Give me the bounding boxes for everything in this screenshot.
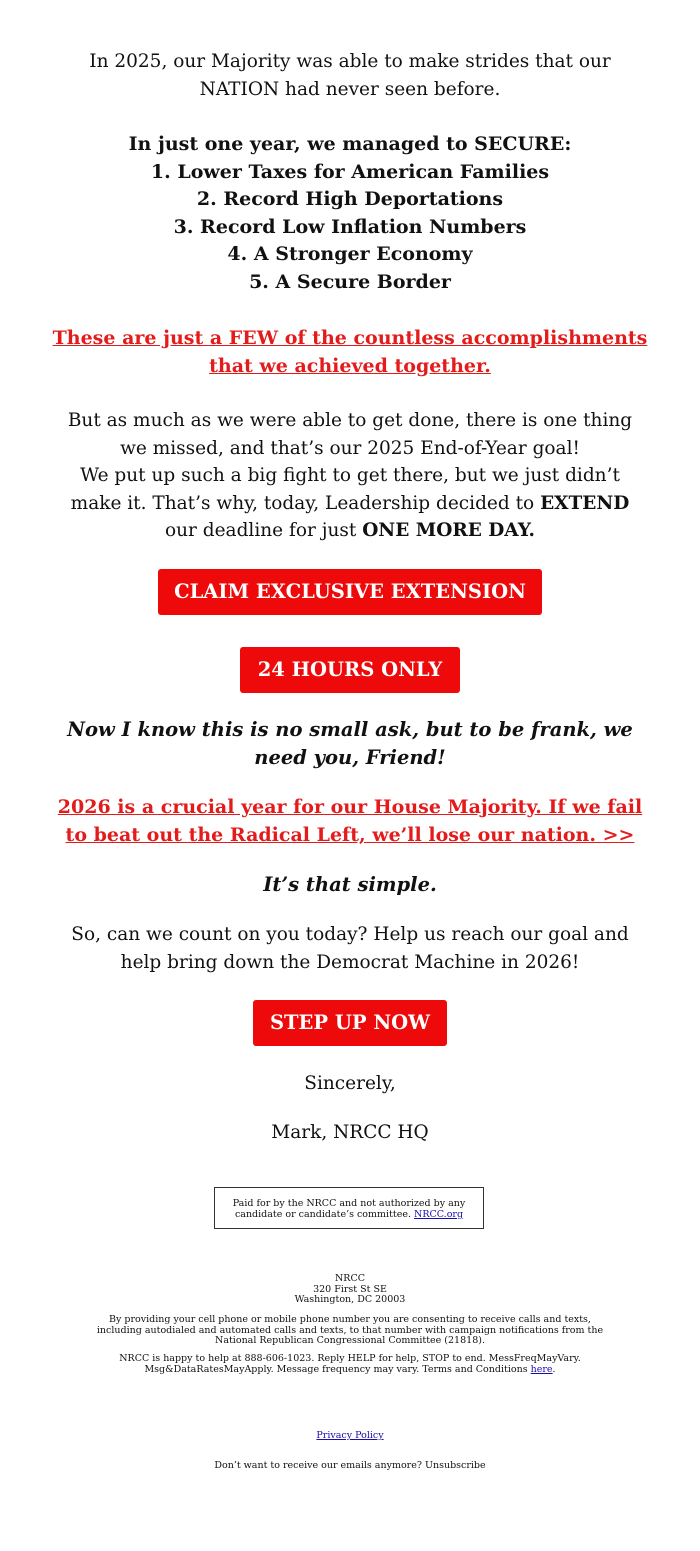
extension-message — [55, 407, 645, 545]
mailing-address — [0, 1274, 700, 1306]
ask-text: Now I know this is no small ask, but to be frank, we need you, Friend! — [67, 718, 633, 769]
unsubscribe-text[interactable]: Don’t want to receive our emails anymore? Unsubscribe — [214, 1460, 486, 1471]
signature: Mark, NRCC HQ — [271, 1122, 429, 1143]
closing-text: Sincerely, — [304, 1073, 396, 1094]
crucial-year-link[interactable]: 2026 is a crucial year for our House Majority. If we fail to beat out the Radical Left, we’ll lose our nation. >> — [57, 796, 643, 846]
help-text: NRCC is happy to help at 888-606-1023. Reply HELP for help, STOP to end. MessFreqMayVary. Msg&DataRatesMayApply. Message frequency may vary. Terms and Conditions — [119, 1353, 581, 1375]
extend-text-part: our deadline for just — [164, 520, 357, 541]
nrcc-link[interactable]: NRCC.org — [414, 1209, 464, 1220]
crucial-link-wrap — [50, 793, 650, 849]
count-on-you-text: So, can we count on you today? Help us reach our goal and help bring down the Democrat Machine in 2026! — [71, 924, 629, 973]
accomplishment-item: 3. Record Low Inflation Numbers — [173, 215, 527, 238]
privacy-policy-link[interactable]: Privacy Policy — [316, 1430, 384, 1441]
org-name: NRCC — [334, 1273, 365, 1284]
accomplishments-link[interactable]: These are just a FEW of the countless accomplishments that we achieved together. — [52, 327, 648, 377]
accomplishments-heading: In just one year, we managed to SECURE: — [128, 133, 572, 155]
city-address: Washington, DC 20003 — [294, 1294, 406, 1305]
accomplishments-block — [0, 131, 700, 296]
extend-text-part: We put up such a big fight to get there, but we just didn’t make it. That’s why, today, Leadership decided to — [70, 465, 620, 514]
extend-deadline-text — [55, 462, 645, 545]
accomplishment-item: 2. Record High Deportations — [196, 188, 504, 210]
claim-extension-button[interactable]: CLAIM EXCLUSIVE EXTENSION — [158, 569, 542, 615]
terms-link[interactable]: here — [530, 1363, 553, 1375]
missed-goal-text: But as much as we were able to get done, there is one thing we missed, and that’s our 2025 End-of-Year goal! — [67, 410, 633, 459]
24-hours-button[interactable]: 24 HOURS ONLY — [240, 647, 460, 693]
intro-text: In 2025, our Majority was able to make strides that our NATION had never seen before. — [89, 51, 611, 100]
period: . — [552, 1363, 556, 1375]
extend-bold: EXTEND — [540, 492, 630, 514]
sms-consent-text: By providing your cell phone or mobile phone number you are consenting to receive calls and texts, including autodialed and automated calls and texts, to that number with campaign notifications from the National Republican Congressional Committee (21818). — [96, 1314, 604, 1346]
help-text-wrap — [95, 1354, 605, 1375]
paid-for-disclaimer — [214, 1187, 484, 1229]
street-address: 320 First St SE — [313, 1283, 387, 1295]
privacy-wrap — [0, 1431, 700, 1442]
accomplishments-link-wrap — [50, 324, 650, 380]
accomplishment-item: 5. A Secure Border — [249, 270, 451, 293]
accomplishment-item: 1. Lower Taxes for American Families — [150, 160, 550, 183]
one-more-day-bold: ONE MORE DAY. — [362, 520, 536, 541]
simple-text: It’s that simple. — [263, 873, 437, 896]
step-up-button[interactable]: STEP UP NOW — [253, 1000, 447, 1046]
paid-for-text: Paid for by the NRCC and not authorized by any candidate or candidate’s committee. — [232, 1198, 466, 1220]
accomplishment-item: 4. A Stronger Economy — [227, 243, 473, 265]
